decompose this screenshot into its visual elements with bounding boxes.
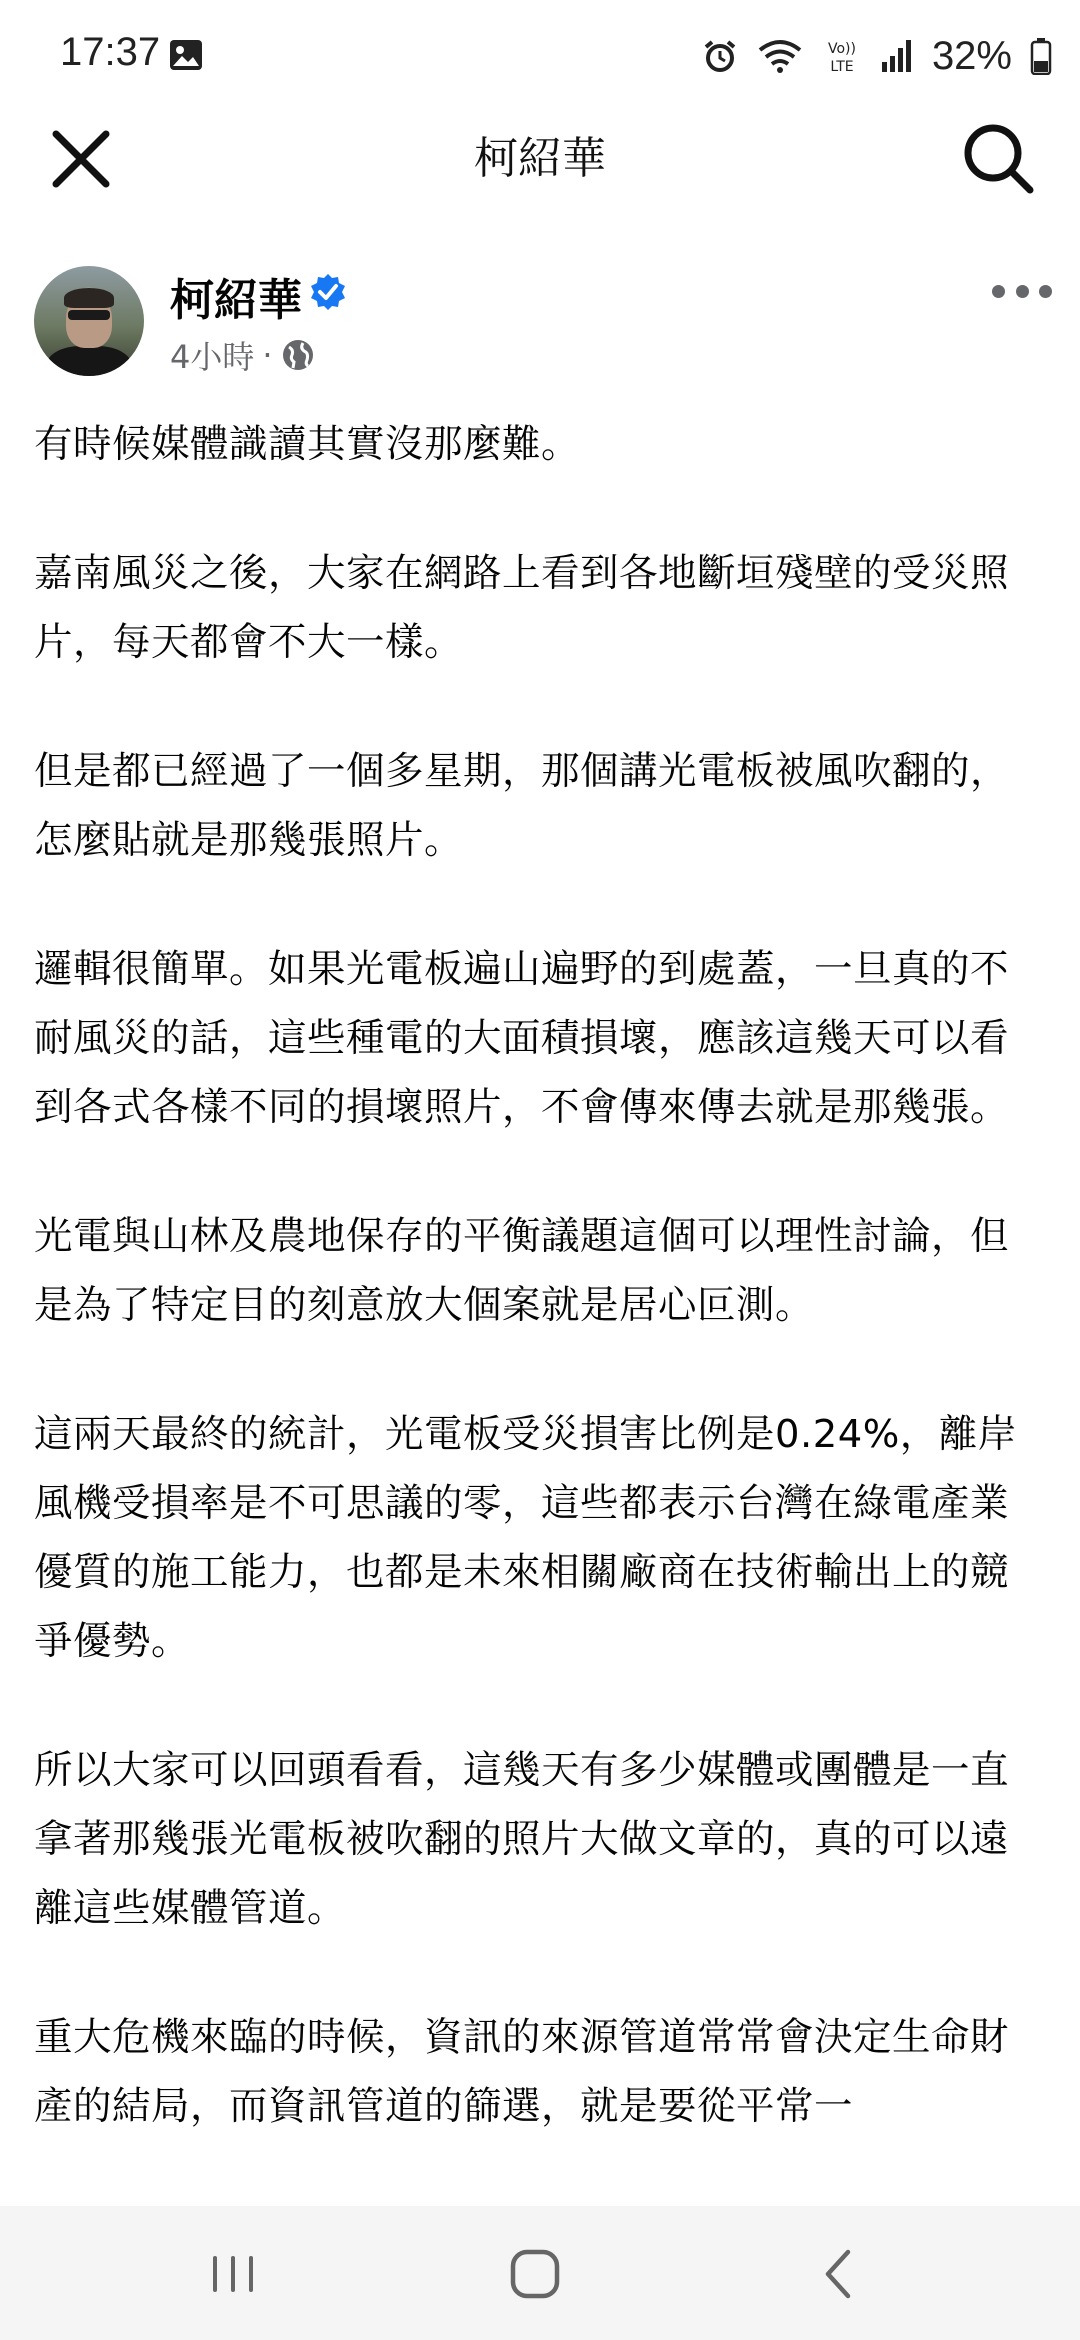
post-paragraph: 嘉南風災之後，大家在網路上看到各地斷垣殘壁的受災照片，每天都會不大一樣。	[34, 551, 1010, 665]
search-icon[interactable]	[960, 120, 1036, 196]
app-bar	[0, 110, 1080, 260]
recents-icon[interactable]	[203, 2244, 263, 2304]
home-icon[interactable]	[505, 2244, 565, 2304]
post-paragraph: 所以大家可以回頭看看，這幾天有多少媒體或團體是一直拿著那幾張光電板被吹翻的照片大做文章的，真的可以遠離這些媒體管道。	[34, 1748, 1010, 1931]
post-paragraph: 邏輯很簡單。如果光電板遍山遍野的到處蓋，一旦真的不耐風災的話，這些種電的大面積損壞，應該這幾天可以看到各式各樣不同的損壞照片，不會傳來傳去就是那幾張。	[34, 947, 1010, 1130]
dot-icon	[992, 285, 1005, 298]
post-meta	[170, 332, 315, 378]
post-paragraph: 這兩天最終的統計，光電板受災損害比例是0.24%，離岸風機受損率是不可思議的零，這些都表示台灣在綠電產業優質的施工能力，也都是未來相關廠商在技術輸出上的競爭優勢。	[34, 1412, 1017, 1664]
post-paragraph: 有時候媒體識讀其實沒那麼難。	[34, 422, 581, 467]
volte-icon	[822, 36, 862, 76]
status-icons	[702, 28, 1052, 84]
system-nav-bar	[0, 2206, 1080, 2340]
dot-icon	[1016, 285, 1029, 298]
page-title: 柯紹華	[474, 133, 606, 184]
battery-icon	[1030, 37, 1052, 75]
status-bar	[0, 0, 1080, 110]
status-time: 17:37	[60, 30, 161, 74]
post-time[interactable]: 4小時	[170, 338, 255, 376]
dot-icon	[1039, 285, 1052, 298]
more-options-button[interactable]	[992, 276, 1052, 306]
meta-separator: ·	[262, 336, 273, 374]
wifi-icon	[756, 36, 804, 76]
author-name[interactable]: 柯紹華	[170, 275, 302, 326]
post-paragraph: 但是都已經過了一個多星期，那個講光電板被風吹翻的，怎麼貼就是那幾張照片。	[34, 749, 1010, 863]
back-icon[interactable]	[810, 2244, 870, 2304]
post-header	[0, 260, 1080, 390]
post-paragraph: 重大危機來臨的時候，資訊的來源管道常常會決定生命財產的結局，而資訊管道的篩選，就是要從平常一	[34, 2015, 1010, 2129]
image-icon	[168, 38, 204, 72]
svg-text:Vo)): Vo))	[827, 41, 856, 57]
alarm-icon	[702, 38, 738, 74]
verified-badge-icon	[308, 272, 348, 312]
post-paragraph: 光電與山林及農地保存的平衡議題這個可以理性討論，但是為了特定目的刻意放大個案就是居心叵測。	[34, 1214, 1010, 1328]
avatar[interactable]	[34, 266, 144, 376]
signal-icon	[880, 38, 914, 74]
svg-text:LTE: LTE	[830, 59, 854, 75]
battery-percent: 32%	[931, 33, 1012, 78]
globe-icon	[281, 338, 315, 372]
post-body	[34, 410, 1046, 2201]
